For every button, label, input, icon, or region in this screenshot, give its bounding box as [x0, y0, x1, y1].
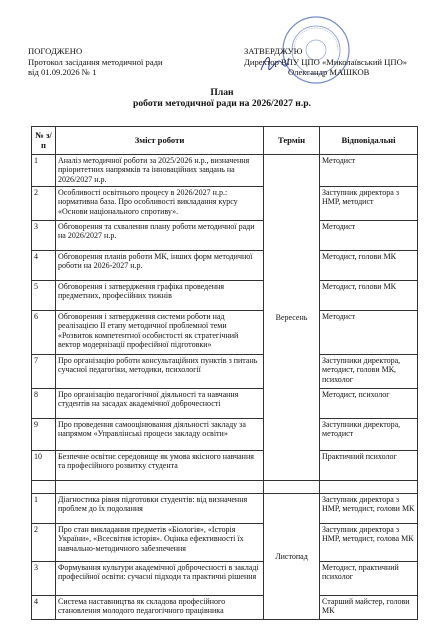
table-row — [32, 562, 418, 596]
header-num: № з/п — [32, 127, 56, 155]
row-content: Про проведення самооцінювання діяльності закладу за напрямом «Управлінські процеси закладу освіти» — [56, 419, 264, 451]
row-num: 10 — [32, 451, 56, 481]
row-num: 2 — [32, 524, 56, 562]
row-num: 1 — [32, 155, 56, 187]
table-row — [32, 389, 418, 419]
row-num: 3 — [32, 562, 56, 596]
approval-approve-line1: Директор ВПУ ЦПО «Миколаївський ЦПО» — [244, 56, 408, 67]
table-row — [32, 155, 418, 187]
term-november: Листопад — [264, 494, 320, 620]
row-content: Особливості освітнього процесу в 2026/2027 н.р.: нормативна база. Про особливості викладання курсу «Основи національного спротиву». — [56, 187, 264, 221]
table-row — [32, 187, 418, 221]
table-row — [32, 524, 418, 562]
row-content: Діагностика рівня підготовки студентів: від визначення проблем до їх подолання — [56, 494, 264, 524]
table-header-row — [32, 127, 418, 155]
approval-approve-heading: ЗАТВЕРДЖУЮ — [244, 46, 303, 56]
row-responsible: Методист — [320, 155, 418, 187]
row-responsible: Практичний психолог — [320, 451, 418, 481]
director-signature — [259, 50, 291, 76]
table-row — [32, 494, 418, 524]
plan-table — [31, 126, 418, 620]
header-term: Термін — [264, 127, 320, 155]
table-row — [32, 221, 418, 251]
table-row — [32, 311, 418, 355]
header-content: Зміст роботи — [56, 127, 264, 155]
row-num: 5 — [32, 281, 56, 311]
row-content: Обговорення планів роботи МК, інших форм методичної роботи на 2026-2027 н.р. — [56, 251, 264, 281]
row-num: 8 — [32, 389, 56, 419]
row-responsible: Заступники директора, методист, голови МК, психолог — [320, 355, 418, 389]
row-num: 9 — [32, 419, 56, 451]
table-row — [32, 355, 418, 389]
row-responsible: Заступники директора, методист — [320, 419, 418, 451]
table-row — [32, 419, 418, 451]
row-responsible: Методист, голови МК — [320, 281, 418, 311]
row-num: 6 — [32, 311, 56, 355]
row-num: 2 — [32, 187, 56, 221]
approval-agreed-line1: Протокол засідання методичної ради — [28, 56, 163, 67]
document-title — [0, 87, 444, 109]
table-row — [32, 596, 418, 620]
row-content: Аналіз методичної роботи за 2025/2026 н.р., визначення пріоритетних напрямків та інноваційних завдань на 2026/2027 н.р. — [56, 155, 264, 187]
row-content: Обговорення і затвердження системи роботи над реалізацією ІІ етапу методичної проблемної теми «Розвиток компетентної особистості як стратегічний вектор модернізації професійної підготовки» — [56, 311, 264, 355]
title-line2: роботи методичної ради на 2026/2027 н.р. — [133, 98, 311, 109]
row-content: Система наставництва як складова професійного становлення молодого педагогічного працівника — [56, 596, 264, 620]
table-spacer-row — [32, 481, 418, 494]
row-content: Безпечне освітнє середовище як умова якісного навчання та професійного розвитку студента — [56, 451, 264, 481]
row-responsible: Старший майстер, голови МК — [320, 596, 418, 620]
table-row — [32, 451, 418, 481]
row-responsible: Заступник директора з НМР, методист, голови МК — [320, 494, 418, 524]
row-num: 1 — [32, 494, 56, 524]
term-september: Вересень — [264, 155, 320, 481]
row-content: Обговорення та схвалення плану роботи методичної ради на 2026/2027 н.р. — [56, 221, 264, 251]
row-responsible: Заступник директора з НМР, методист, голова МК — [320, 524, 418, 562]
table-row — [32, 251, 418, 281]
row-responsible: Методист, практичний психолог — [320, 562, 418, 596]
row-num: 7 — [32, 355, 56, 389]
row-content: Про організацію педагогічної діяльності та навчання студентів на засадах академічної доброчесності — [56, 389, 264, 419]
row-content: Про стан викладання предметів «Біологія», «Історія України», «Всесвітня історія». Оцінка ефективності їх навчально-методичного забезпечення — [56, 524, 264, 562]
row-responsible: Заступник директора з НМР, методист — [320, 187, 418, 221]
approval-agreed-line2: від 01.09.2026 № 1 — [28, 67, 97, 77]
row-responsible: Методист — [320, 311, 418, 355]
row-responsible: Методист, голови МК — [320, 251, 418, 281]
row-content: Обговорення і затвердження графіка проведення предметних, професійних тижнів — [56, 281, 264, 311]
director-name: Олександр МАШКОВ — [288, 67, 370, 77]
row-num: 4 — [32, 596, 56, 620]
approval-agreed-heading: ПОГОДЖЕНО — [28, 46, 83, 56]
header-responsible: Відповідальні — [320, 127, 418, 155]
row-num: 4 — [32, 251, 56, 281]
row-responsible: Методист, психолог — [320, 389, 418, 419]
row-num: 3 — [32, 221, 56, 251]
row-content: Про організацію роботи консультаційних пунктів з питань сучасної педагогіки, методики, психології — [56, 355, 264, 389]
approval-block-agreed — [28, 46, 218, 78]
row-responsible: Методист — [320, 221, 418, 251]
table-row — [32, 281, 418, 311]
row-content: Формування культури академічної доброчесності в закладі професійної освіти: сучасні підходи та практичні рішення — [56, 562, 264, 596]
title-line1: План — [210, 87, 234, 98]
